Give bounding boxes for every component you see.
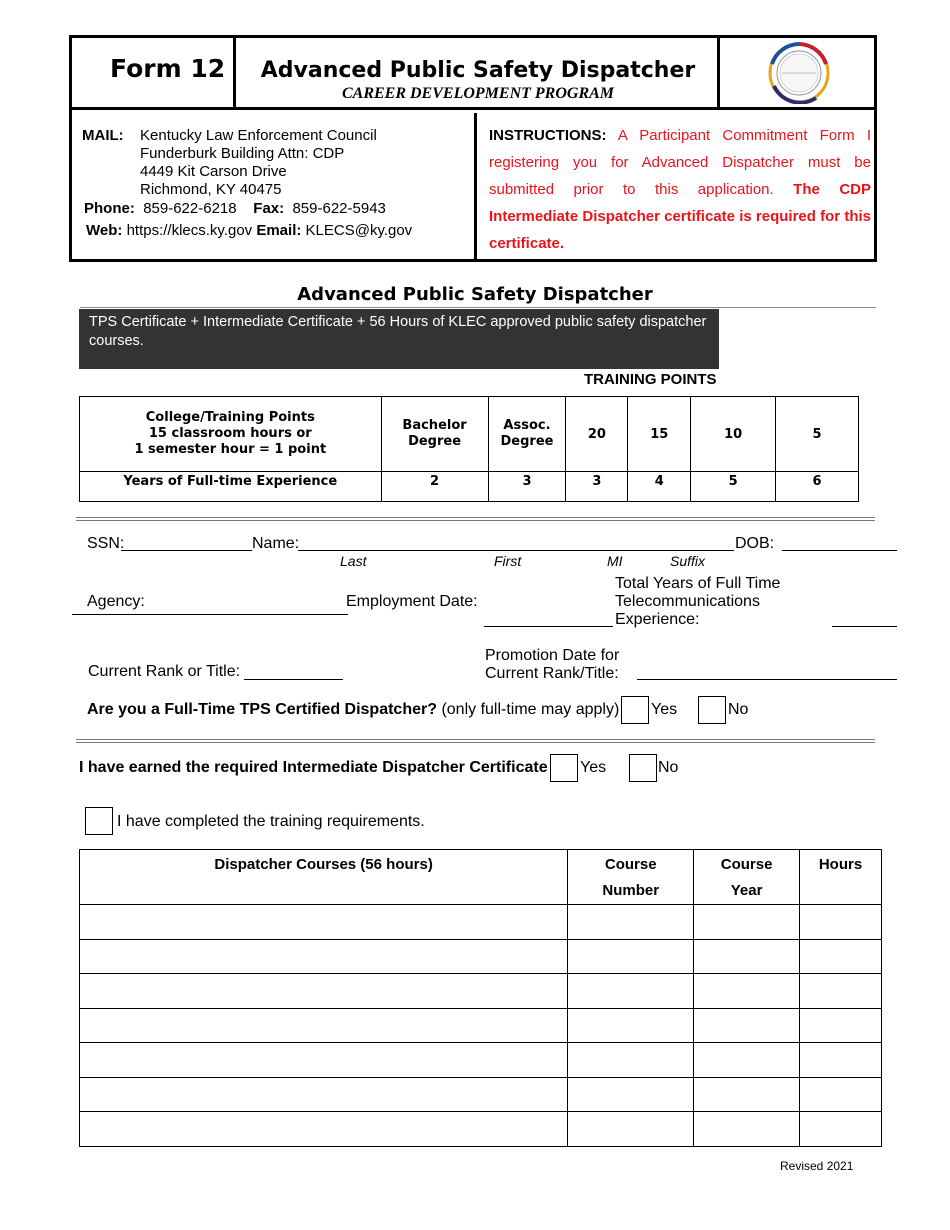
title-cell (236, 38, 720, 110)
web-line (86, 222, 412, 239)
current-rank-field[interactable] (244, 679, 343, 680)
form-number: Form 12 (110, 54, 226, 83)
mail-line-4: Richmond, KY 40475 (140, 181, 282, 198)
course-hours-cell[interactable] (800, 1008, 882, 1043)
double-rule (76, 517, 875, 521)
table-cell: Bachelor Degree (381, 397, 488, 472)
column-header-course-number: Course Number (568, 850, 694, 905)
double-rule (76, 739, 875, 743)
course-name-cell[interactable] (80, 1077, 568, 1112)
name-field[interactable] (298, 550, 734, 551)
course-number-cell[interactable] (568, 974, 694, 1009)
agency-label: Agency: (87, 593, 145, 610)
table-row (80, 1077, 882, 1112)
form-title: Advanced Public Safety Dispatcher (260, 58, 696, 83)
form-number-cell (72, 38, 236, 110)
course-name-cell[interactable] (80, 1008, 568, 1043)
ssn-label: SSN: (87, 535, 125, 552)
table-row (80, 1008, 882, 1043)
table-cell: 3 (566, 472, 628, 502)
mail-contact-cell (72, 113, 477, 262)
course-name-cell[interactable] (80, 1112, 568, 1147)
table-cell: 2 (381, 472, 488, 502)
table-cell: College/Training Points 15 classroom hours or 1 semester hour = 1 point (80, 397, 382, 472)
dob-label: DOB: (735, 535, 775, 552)
name-label: Name: (252, 535, 300, 552)
table-row (80, 472, 859, 502)
form-header-box (69, 35, 877, 262)
course-name-cell[interactable] (80, 974, 568, 1009)
instructions-label: INSTRUCTIONS: (489, 127, 607, 144)
logo-cell (720, 38, 874, 110)
revised-note: Revised 2021 (780, 1159, 854, 1173)
fulltime-note: (only full-time may apply) (437, 701, 620, 718)
course-year-cell[interactable] (694, 1112, 800, 1147)
mail-line-1: Kentucky Law Enforcement Council (140, 127, 377, 144)
table-row (80, 1112, 882, 1147)
ssn-field[interactable] (121, 550, 252, 551)
course-hours-cell[interactable] (800, 905, 882, 940)
training-points-table (79, 396, 859, 502)
total-years-label (615, 575, 780, 629)
section-rule (80, 307, 876, 308)
dispatcher-courses-table (79, 849, 882, 1147)
table-cell: 20 (566, 397, 628, 472)
course-hours-cell[interactable] (800, 939, 882, 974)
current-rank-label: Current Rank or Title: (88, 663, 241, 680)
training-completed-label: I have completed the training requirements. (117, 813, 425, 830)
promotion-line-2: Current Rank/Title: (485, 665, 619, 682)
table-cell: 5 (691, 472, 776, 502)
course-number-cell[interactable] (568, 1008, 694, 1043)
phone-line (84, 200, 386, 217)
course-name-cell[interactable] (80, 905, 568, 940)
agency-field[interactable] (72, 614, 348, 615)
phone-value: 859-622-6218 (143, 200, 237, 217)
course-year-cell[interactable] (694, 1008, 800, 1043)
table-row (80, 905, 882, 940)
fulltime-no-checkbox[interactable] (698, 696, 726, 724)
course-name-cell[interactable] (80, 1043, 568, 1078)
web-label: Web: (86, 222, 123, 239)
dob-field[interactable] (782, 550, 897, 551)
requirement-box: TPS Certificate + Intermediate Certificate + 56 Hours of KLEC approved public safety dispatcher courses. (79, 309, 719, 369)
table-cell: 5 (776, 397, 859, 472)
intermediate-no-label: No (658, 759, 679, 776)
mail-line-2: Funderburk Building Attn: CDP (140, 145, 345, 162)
table-row (80, 974, 882, 1009)
total-years-line-2: Telecommunications (615, 593, 760, 610)
table-cell: 6 (776, 472, 859, 502)
total-years-line-1: Total Years of Full Time (615, 575, 781, 592)
total-years-line-3: Experience: (615, 611, 700, 628)
course-number-cell[interactable] (568, 1077, 694, 1112)
mail-label: MAIL: (82, 127, 124, 144)
table-cell: Years of Full-time Experience (80, 472, 382, 502)
intermediate-no-checkbox[interactable] (629, 754, 657, 782)
fulltime-question (87, 701, 619, 719)
instructions-text: A Participant Commitment Form I registering you for Advanced Dispatcher must be submitted prior to this application. (489, 127, 871, 198)
total-years-field[interactable] (832, 626, 897, 627)
course-year-cell[interactable] (694, 1043, 800, 1078)
course-hours-cell[interactable] (800, 974, 882, 1009)
employment-date-field[interactable] (484, 626, 613, 627)
employment-date-label: Employment Date: (346, 593, 478, 610)
course-year-cell[interactable] (694, 939, 800, 974)
fulltime-yes-checkbox[interactable] (621, 696, 649, 724)
course-number-cell[interactable] (568, 905, 694, 940)
training-points-label: TRAINING POINTS (584, 371, 717, 388)
table-row (80, 939, 882, 974)
section-title: Advanced Public Safety Dispatcher (297, 284, 653, 305)
table-cell: 10 (691, 397, 776, 472)
instructions-bold-text: The CDP Intermediate Dispatcher certificate is required for this certificate. (489, 181, 871, 252)
table-cell: 3 (488, 472, 566, 502)
training-completed-checkbox[interactable] (85, 807, 113, 835)
intermediate-yes-checkbox[interactable] (550, 754, 578, 782)
fulltime-question-text: Are you a Full-Time TPS Certified Dispatcher? (87, 701, 437, 718)
course-hours-cell[interactable] (800, 1077, 882, 1112)
mi-caption: MI (607, 553, 623, 569)
fax-value: 859-622-5943 (292, 200, 386, 217)
fulltime-no-label: No (728, 701, 749, 718)
course-number-cell[interactable] (568, 939, 694, 974)
column-header-course-year: Course Year (694, 850, 800, 905)
suffix-caption: Suffix (670, 553, 706, 569)
fax-label: Fax: (253, 200, 285, 217)
table-cell: 15 (628, 397, 691, 472)
form-subtitle: CAREER DEVELOPMENT PROGRAM (341, 85, 615, 102)
web-value[interactable]: https://klecs.ky.gov (126, 222, 253, 239)
table-cell: Assoc. Degree (488, 397, 566, 472)
intermediate-question: I have earned the required Intermediate Dispatcher Certificate (79, 759, 548, 776)
course-hours-cell[interactable] (800, 1112, 882, 1147)
table-row (80, 1043, 882, 1078)
first-caption: First (494, 553, 522, 569)
promotion-line-1: Promotion Date for (485, 647, 620, 664)
table-row (80, 397, 859, 472)
email-value[interactable]: KLECS@ky.gov (305, 222, 413, 239)
email-label: Email: (256, 222, 302, 239)
phone-label: Phone: (84, 200, 135, 217)
course-year-cell[interactable] (694, 1077, 800, 1112)
column-header-hours: Hours (800, 850, 882, 905)
last-caption: Last (340, 553, 367, 569)
course-number-cell[interactable] (568, 1112, 694, 1147)
course-year-cell[interactable] (694, 974, 800, 1009)
instructions-cell (477, 113, 874, 262)
table-cell: 4 (628, 472, 691, 502)
course-name-cell[interactable] (80, 939, 568, 974)
column-header-courses: Dispatcher Courses (56 hours) (80, 850, 568, 905)
promotion-date-field[interactable] (637, 679, 897, 680)
cdp-seal-logo-icon (764, 42, 834, 104)
course-year-cell[interactable] (694, 905, 800, 940)
mail-line-3: 4449 Kit Carson Drive (140, 163, 287, 180)
table-header-row (80, 850, 882, 905)
course-hours-cell[interactable] (800, 1043, 882, 1078)
header-row (72, 38, 874, 110)
fulltime-yes-label: Yes (651, 701, 678, 718)
intermediate-yes-label: Yes (580, 759, 607, 776)
promotion-date-label (485, 647, 619, 683)
course-number-cell[interactable] (568, 1043, 694, 1078)
